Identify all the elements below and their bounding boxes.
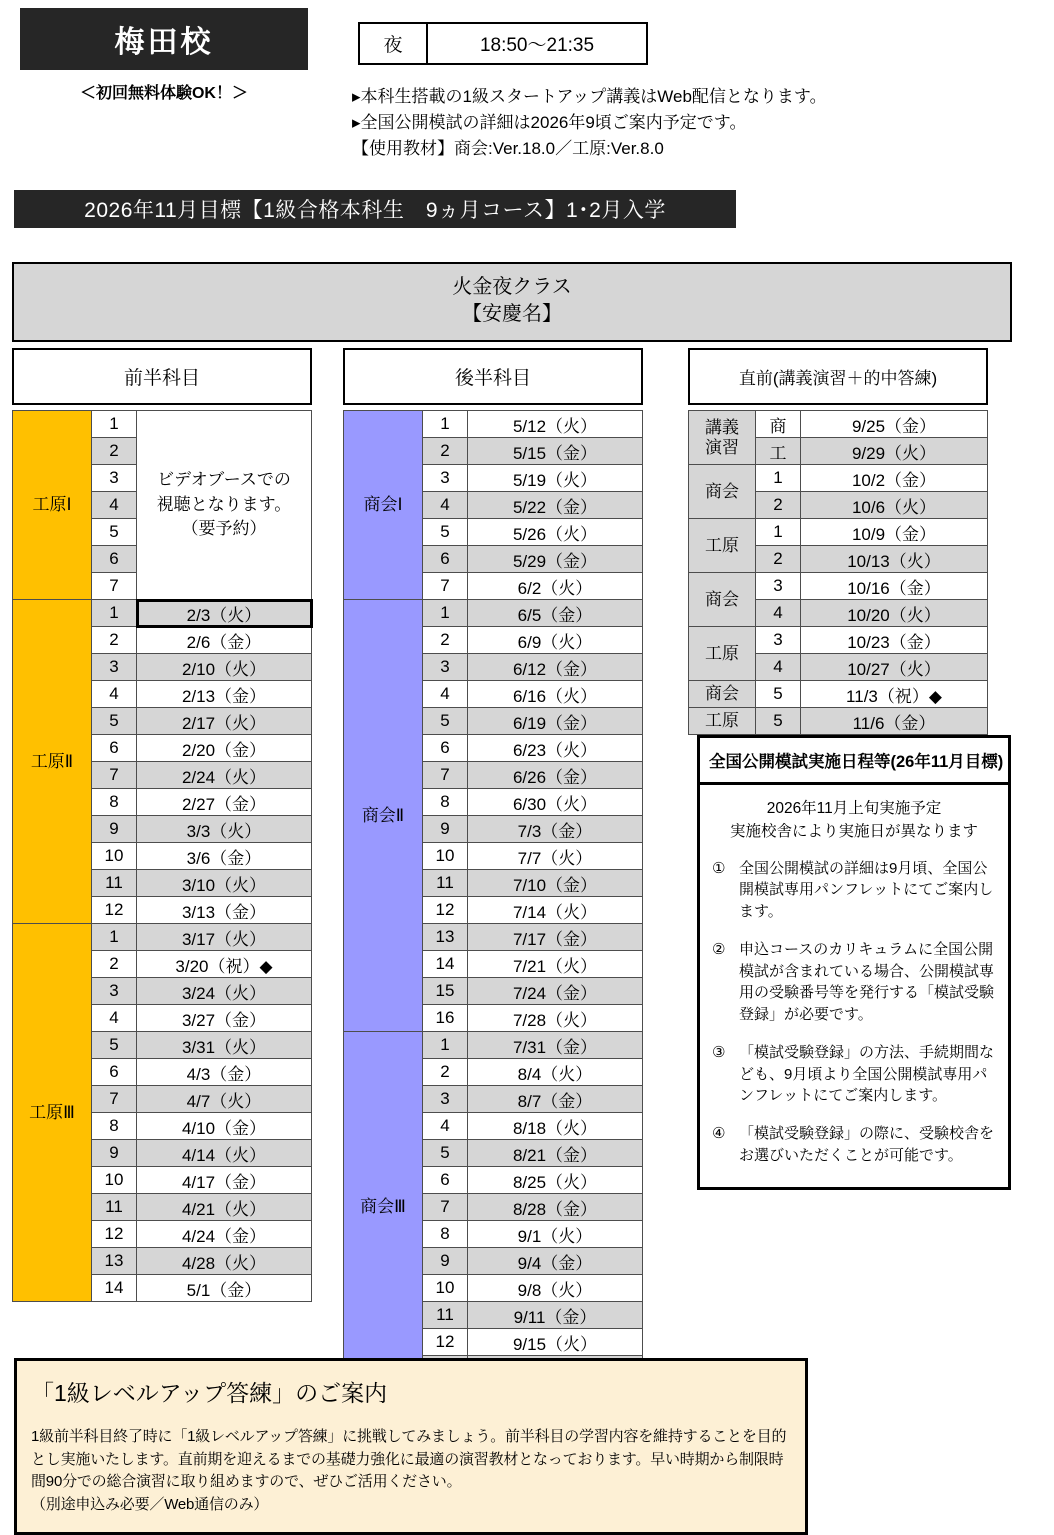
session-date: 10/16（金） xyxy=(801,573,988,600)
session-number: 4 xyxy=(423,1113,468,1140)
subject-label: 工原Ⅰ xyxy=(13,411,92,600)
session-date: 8/4（火） xyxy=(468,1059,643,1086)
session-date: 7/24（金） xyxy=(468,978,643,1005)
second-half-table xyxy=(343,410,643,1383)
class-title xyxy=(12,262,1012,342)
session-date: 7/17（金） xyxy=(468,924,643,951)
session-date: 2/24（火） xyxy=(137,762,312,789)
session-number: 13 xyxy=(92,1248,137,1275)
session-date: 10/20（火） xyxy=(801,600,988,627)
session-number: 1 xyxy=(423,1032,468,1059)
table-row xyxy=(689,465,988,492)
session-date: 4/28（火） xyxy=(137,1248,312,1275)
session-number: 5 xyxy=(423,1140,468,1167)
direct-prep-header: 直前(講義演習＋的中答練) xyxy=(688,348,988,405)
subject-label: 工原Ⅲ xyxy=(13,924,92,1302)
session-date: 4/3（金） xyxy=(137,1059,312,1086)
session-date: 9/8（火） xyxy=(468,1275,643,1302)
session-date: 5/29（金） xyxy=(468,546,643,573)
session-date: 10/2（金） xyxy=(801,465,988,492)
session-number: 13 xyxy=(423,924,468,951)
session-date: 6/2（火） xyxy=(468,573,643,600)
table-row xyxy=(13,600,312,627)
session-date: 3/3（火） xyxy=(137,816,312,843)
session-date: 6/19（金） xyxy=(468,708,643,735)
session-number: 10 xyxy=(423,1275,468,1302)
second-half-header: 後半科目 xyxy=(343,348,643,405)
session-number: 2 xyxy=(92,438,137,465)
list-item xyxy=(712,1123,996,1167)
table-row xyxy=(344,600,643,627)
session-number: 4 xyxy=(92,492,137,519)
session-date: 6/9（火） xyxy=(468,627,643,654)
session-date: 4/17（金） xyxy=(137,1167,312,1194)
direct-prep-table xyxy=(688,410,988,735)
session-number: 1 xyxy=(423,411,468,438)
session-number: 3 xyxy=(423,1086,468,1113)
list-item-marker: ④ xyxy=(712,1125,726,1142)
session-date: 8/7（金） xyxy=(468,1086,643,1113)
session-number: 4 xyxy=(423,681,468,708)
session-number: 商 xyxy=(756,411,801,438)
session-number: 15 xyxy=(423,978,468,1005)
session-number: 3 xyxy=(423,465,468,492)
session-number: 2 xyxy=(423,1059,468,1086)
session-date: 3/20（祝）◆ xyxy=(137,951,312,978)
session-date: 5/26（火） xyxy=(468,519,643,546)
session-number: 5 xyxy=(756,681,801,708)
class-title-line2: 【安慶名】 xyxy=(462,303,562,325)
level-up-notice-title: 「1級レベルアップ答練」のご案内 xyxy=(31,1380,388,1406)
table-row xyxy=(689,573,988,600)
session-date: 5/15（金） xyxy=(468,438,643,465)
session-date: 4/7（火） xyxy=(137,1086,312,1113)
session-number: 6 xyxy=(423,735,468,762)
mock-exam-body xyxy=(700,785,1008,1187)
table-row xyxy=(344,1032,643,1059)
session-number: 7 xyxy=(423,1194,468,1221)
session-number: 10 xyxy=(423,843,468,870)
list-item-marker: ① xyxy=(712,859,726,877)
session-number: 8 xyxy=(423,789,468,816)
subject-label: 工原 xyxy=(689,708,756,735)
session-date: 4/21（火） xyxy=(137,1194,312,1221)
subject-label: 工原Ⅱ xyxy=(13,600,92,924)
session-number: 2 xyxy=(423,627,468,654)
session-number: 12 xyxy=(423,1329,468,1356)
session-number: 8 xyxy=(92,789,137,816)
session-number: 3 xyxy=(92,978,137,1005)
direct-prep-column xyxy=(688,348,988,735)
subject-label: 工原 xyxy=(689,519,756,573)
mock-exam-title: 全国公開模試実施日程等(26年11月目標) xyxy=(700,738,1008,785)
session-date: 3/6（金） xyxy=(137,843,312,870)
session-number: 6 xyxy=(423,546,468,573)
session-number: 6 xyxy=(92,1059,137,1086)
mock-exam-info-box xyxy=(697,735,1011,1190)
session-number: 3 xyxy=(756,627,801,654)
session-date: 7/21（火） xyxy=(468,951,643,978)
session-date: 6/12（金） xyxy=(468,654,643,681)
list-item-text: 「模試受験登録」の方法、手続期間なども、9月頃より全国公開模試専用パンフレットにてご案内します。 xyxy=(739,1043,995,1105)
school-name-badge: 梅田校 xyxy=(20,8,308,70)
session-date: 2/27（金） xyxy=(137,789,312,816)
session-date: 4/10（金） xyxy=(137,1113,312,1140)
session-date: 6/23（火） xyxy=(468,735,643,762)
list-item-text: 申込コースのカリキュラムに全国公開模試が含まれている場合、公開模試専用の受験番号等を発行する「模試受験登録」が必要です。 xyxy=(739,940,995,1023)
session-number: 5 xyxy=(423,708,468,735)
session-date: 8/21（金） xyxy=(468,1140,643,1167)
session-date: 4/24（金） xyxy=(137,1221,312,1248)
session-date: 6/26（金） xyxy=(468,762,643,789)
session-date: 2/6（金） xyxy=(137,627,312,654)
session-number: 4 xyxy=(92,681,137,708)
session-date: 7/14（火） xyxy=(468,897,643,924)
table-row xyxy=(689,681,988,708)
session-number: 2 xyxy=(756,492,801,519)
list-item-text: 全国公開模試の詳細は9月頃、全国公開模試専用パンフレットにてご案内します。 xyxy=(739,859,994,920)
session-number: 11 xyxy=(92,870,137,897)
session-number: 2 xyxy=(423,438,468,465)
session-date: 9/15（火） xyxy=(468,1329,643,1356)
session-number: 工 xyxy=(756,438,801,465)
table-row xyxy=(689,411,988,438)
session-date: 2/13（金） xyxy=(137,681,312,708)
second-half-column xyxy=(343,348,643,1383)
session-number: 11 xyxy=(423,870,468,897)
table-row xyxy=(13,411,312,438)
header-notes xyxy=(352,84,827,161)
session-date: 8/28（金） xyxy=(468,1194,643,1221)
session-number: 3 xyxy=(756,573,801,600)
subject-label: 講義 演習 xyxy=(689,411,756,465)
session-number: 1 xyxy=(423,600,468,627)
session-number: 9 xyxy=(423,1248,468,1275)
first-half-table xyxy=(12,410,312,1302)
subject-label: 商会Ⅱ xyxy=(344,600,423,1032)
session-number: 12 xyxy=(92,1221,137,1248)
session-number: 7 xyxy=(92,762,137,789)
session-number: 9 xyxy=(92,816,137,843)
session-number: 1 xyxy=(756,465,801,492)
session-date: 7/31（金） xyxy=(468,1032,643,1059)
session-number: 5 xyxy=(92,1032,137,1059)
first-half-header: 前半科目 xyxy=(12,348,312,405)
session-number: 5 xyxy=(92,519,137,546)
session-number: 10 xyxy=(92,843,137,870)
session-date: 7/28（火） xyxy=(468,1005,643,1032)
session-date: 7/7（火） xyxy=(468,843,643,870)
table-row xyxy=(689,627,988,654)
table-row xyxy=(359,23,647,64)
session-date: 2/20（金） xyxy=(137,735,312,762)
subject-label: 商会 xyxy=(689,465,756,519)
session-number: 7 xyxy=(92,1086,137,1113)
session-date: 2/10（火） xyxy=(137,654,312,681)
subject-label: 商会 xyxy=(689,681,756,708)
session-date: 9/25（金） xyxy=(801,411,988,438)
session-number: 1 xyxy=(92,924,137,951)
session-number: 2 xyxy=(756,546,801,573)
subject-label: 商会 xyxy=(689,573,756,627)
session-number: 1 xyxy=(92,600,137,627)
session-number: 4 xyxy=(756,600,801,627)
session-date-highlighted: 2/3（火） xyxy=(137,600,312,627)
session-date: 10/13（火） xyxy=(801,546,988,573)
session-date: 5/12（火） xyxy=(468,411,643,438)
session-number: 12 xyxy=(423,897,468,924)
session-date: 9/4（金） xyxy=(468,1248,643,1275)
session-number: 7 xyxy=(92,573,137,600)
first-half-column xyxy=(12,348,312,1302)
session-date: 8/18（火） xyxy=(468,1113,643,1140)
session-number: 12 xyxy=(92,897,137,924)
header-note-2: ▸全国公開模試の詳細は2026年9頃ご案内予定です。 xyxy=(352,112,747,132)
header-note-3: 【使用教材】商会:Ver.18.0／工原:Ver.8.0 xyxy=(352,138,664,158)
session-date: 6/30（火） xyxy=(468,789,643,816)
subject-label: 工原 xyxy=(689,627,756,681)
session-number: 3 xyxy=(92,654,137,681)
table-row xyxy=(13,924,312,951)
session-date: 2/17（火） xyxy=(137,708,312,735)
session-date: 8/25（火） xyxy=(468,1167,643,1194)
session-date: 11/6（金） xyxy=(801,708,988,735)
free-trial-label: ＜初回無料体験OK！＞ xyxy=(79,85,248,102)
session-number: 11 xyxy=(423,1302,468,1329)
session-date: 9/29（火） xyxy=(801,438,988,465)
session-number: 14 xyxy=(92,1275,137,1302)
session-number: 10 xyxy=(92,1167,137,1194)
class-title-line1: 火金夜クラス xyxy=(452,276,572,298)
session-date: 5/22（金） xyxy=(468,492,643,519)
session-number: 6 xyxy=(423,1167,468,1194)
session-number: 9 xyxy=(423,816,468,843)
session-date: 3/31（火） xyxy=(137,1032,312,1059)
session-number: 3 xyxy=(92,465,137,492)
session-number: 3 xyxy=(423,654,468,681)
session-number: 2 xyxy=(92,627,137,654)
session-date: 9/1（火） xyxy=(468,1221,643,1248)
session-date: 10/27（火） xyxy=(801,654,988,681)
header-note-1: ▸本科生搭載の1級スタートアップ講義はWeb配信となります。 xyxy=(352,87,827,106)
table-row xyxy=(344,411,643,438)
session-date: 4/14（火） xyxy=(137,1140,312,1167)
session-number: 6 xyxy=(92,546,137,573)
time-period-label: 夜 xyxy=(359,23,427,64)
list-item xyxy=(712,858,996,923)
list-item-text: 「模試受験登録」の際に、受験校舎をお選びいただくことが可能です。 xyxy=(739,1125,995,1164)
session-number: 4 xyxy=(423,492,468,519)
course-title-band: 2026年11月目標【1級合格本科生 9ヵ月コース】1･2月入学 xyxy=(14,190,736,228)
session-number: 9 xyxy=(92,1140,137,1167)
session-number: 11 xyxy=(92,1194,137,1221)
session-number: 8 xyxy=(423,1221,468,1248)
time-range-value: 18:50〜21:35 xyxy=(427,23,647,64)
session-number: 7 xyxy=(423,573,468,600)
session-number: 4 xyxy=(92,1005,137,1032)
session-date: 11/3（祝）◆ xyxy=(801,681,988,708)
table-row xyxy=(689,519,988,546)
session-number: 5 xyxy=(423,519,468,546)
session-number: 8 xyxy=(92,1113,137,1140)
session-number: 5 xyxy=(92,708,137,735)
session-number: 7 xyxy=(423,762,468,789)
session-date: 3/13（金） xyxy=(137,897,312,924)
session-number: 14 xyxy=(423,951,468,978)
session-date: 7/3（金） xyxy=(468,816,643,843)
session-date: 6/16（火） xyxy=(468,681,643,708)
session-number: 4 xyxy=(756,654,801,681)
session-date: 3/10（火） xyxy=(137,870,312,897)
session-number: 1 xyxy=(756,519,801,546)
subject-label: 商会Ⅲ xyxy=(344,1032,423,1383)
session-date: 10/6（火） xyxy=(801,492,988,519)
class-time-table xyxy=(358,22,648,65)
session-number: 5 xyxy=(756,708,801,735)
session-date: 10/23（金） xyxy=(801,627,988,654)
level-up-notice-body: 1級前半科目終了時に「1級レベルアップ答練」に挑戦してみましょう。前半科目の学習内容を維持することを目的とし実施いたします。直前期を迎えるまでの基礎力強化に最適の演習教材となっております。早い時期から制限時間90分での総合演習に取り組めますので、ぜひご活用ください。 （別途申込み必要／Web通信のみ） xyxy=(31,1428,787,1513)
table-row xyxy=(689,708,988,735)
session-date: 5/1（金） xyxy=(137,1275,312,1302)
mock-exam-lead: 2026年11月上旬実施予定 実施校舎により実施日が異なります xyxy=(729,800,978,841)
list-item-marker: ③ xyxy=(712,1043,726,1061)
session-date: 3/24（火） xyxy=(137,978,312,1005)
list-item xyxy=(712,1042,996,1107)
list-item-marker: ② xyxy=(712,940,726,958)
session-date: 10/9（金） xyxy=(801,519,988,546)
session-date: 3/17（火） xyxy=(137,924,312,951)
session-date: 3/27（金） xyxy=(137,1005,312,1032)
list-item xyxy=(712,939,996,1026)
session-number: 6 xyxy=(92,735,137,762)
session-number: 16 xyxy=(423,1005,468,1032)
session-number: 2 xyxy=(92,951,137,978)
session-date: 6/5（金） xyxy=(468,600,643,627)
session-date: 7/10（金） xyxy=(468,870,643,897)
subject-label: 商会Ⅰ xyxy=(344,411,423,600)
session-date: 5/19（火） xyxy=(468,465,643,492)
session-number: 1 xyxy=(92,411,137,438)
level-up-notice-box xyxy=(14,1358,808,1535)
session-date: 9/11（金） xyxy=(468,1302,643,1329)
video-booth-note: ビデオブースでの 視聴となります。 （要予約） xyxy=(137,411,312,600)
